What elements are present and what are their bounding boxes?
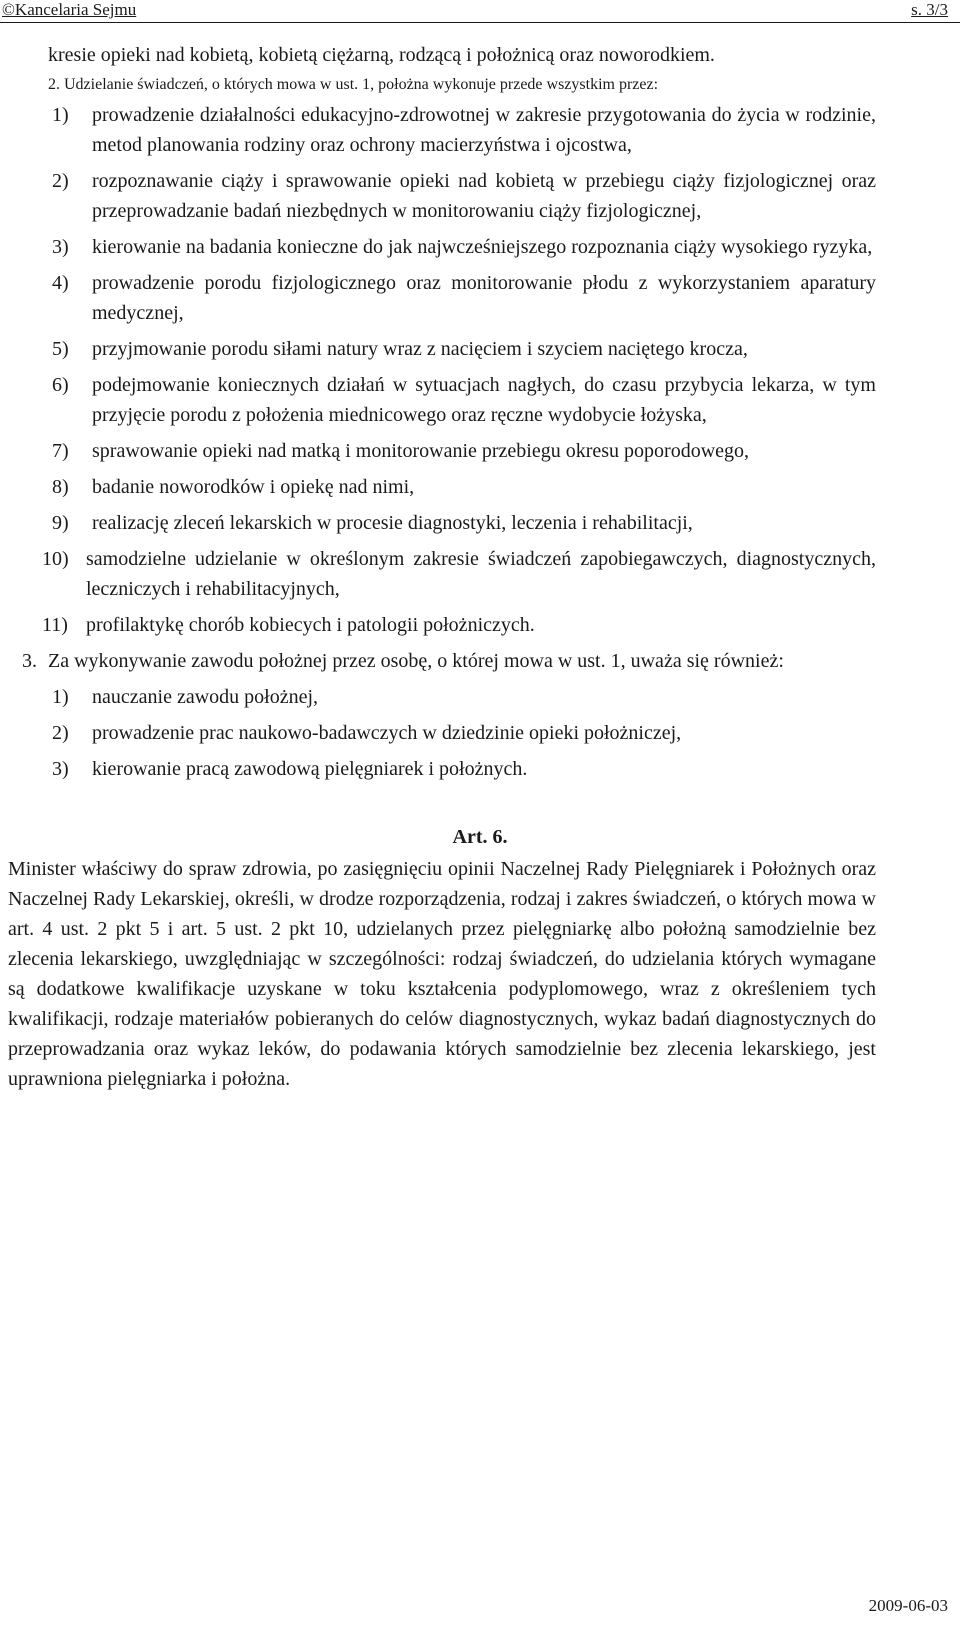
copyright-link[interactable]: ©Kancelaria Sejmu [2, 0, 137, 19]
list-item-number: 8) [52, 476, 69, 498]
list-item [42, 610, 876, 640]
page-number-link[interactable]: s. 3/3 [911, 0, 948, 19]
list-2 [0, 100, 960, 640]
list-item [52, 718, 876, 748]
list-item-text: sprawowanie opieki nad matką i monitorowanie przebiegu okresu poporodowego, [92, 440, 750, 462]
list-item [52, 370, 876, 430]
list-item [52, 754, 876, 784]
list-item [52, 436, 876, 466]
list-item-number: 3) [52, 236, 69, 258]
list-item-number: 4) [52, 272, 69, 294]
list-item-number: 10) [42, 548, 69, 570]
document-body [0, 40, 960, 1094]
list-item [52, 472, 876, 502]
paragraph-2: 2. Udzielanie świadczeń, o których mowa w ust. 1, położna wykonuje przede wszystkim przez: [48, 76, 659, 93]
list-item-number: 11) [42, 614, 68, 636]
article-title: Art. 6. [452, 826, 508, 848]
list-item-number: 2) [52, 722, 69, 744]
page-header [0, 0, 960, 23]
article-body: Minister właściwy do spraw zdrowia, po zasięgnięciu opinii Naczelnej Rady Pielęgniarek i Położnych oraz Naczelnej Rady Lekarskiej, określi, w drodze rozporządzenia, rodzaj i zakres świadczeń, o których mowa w art. 4 ust. 2 pkt 5 i art. 5 ust. 2 pkt 10, udzielanych przez pielęgniarkę albo położną samodzielnie bez zlecenia lekarskiego, uwzględniając w szczególności: rodzaj świadczeń, do udzielania których wymagane są dodatkowe kwalifikacje uzyskane w toku kształcenia podyplomowego, wraz z określeniem tych kwalifikacji, rodzaje materiałów pobieranych do celów diagnostycznych, wykaz badań diagnostycznych do przeprowadzania oraz wykaz leków, do podawania których samodzielnie bez zlecenia lekarskiego, jest uprawniona pielęgniarka i położna. [8, 858, 876, 1090]
list-item-text: nauczanie zawodu położnej, [92, 686, 319, 708]
footer-date: 2009-06-03 [868, 1596, 948, 1615]
list-item [52, 334, 876, 364]
list-item-text: badanie noworodków i opiekę nad nimi, [92, 476, 415, 498]
list-item-text: prowadzenie działalności edukacyjno-zdrowotnej w zakresie przygotowania do życia w rodzinie, metod planowania rodziny oraz ochrony macierzyństwa i ojcostwa, [92, 104, 876, 156]
list-item-text: prowadzenie prac naukowo-badawczych w dziedzinie opieki położniczej, [92, 722, 682, 744]
list-item-text: rozpoznawanie ciąży i sprawowanie opieki nad kobietą w przebiegu ciąży fizjologicznej oraz przeprowadzanie badań niezbędnych w monitorowaniu ciąży fizjologicznej, [92, 170, 876, 222]
paragraph-text: Za wykonywanie zawodu położnej przez osobę, o której mowa w ust. 1, uważa się również: [48, 650, 784, 672]
list-item-text: samodzielne udzielanie w określonym zakresie świadczeń zapobiegawczych, diagnostycznych, leczniczych i rehabilitacyjnych, [86, 548, 876, 600]
list-item-number: 1) [52, 104, 69, 126]
list-item-number: 6) [52, 374, 69, 396]
list-item-text: kierowanie pracą zawodową pielęgniarek i położnych. [92, 758, 528, 780]
list-item-text: profilaktykę chorób kobiecych i patologii położniczych. [86, 614, 535, 636]
list-item-text: przyjmowanie porodu siłami natury wraz z nacięciem i szyciem naciętego krocza, [92, 338, 748, 360]
paragraph-number: 3. [22, 650, 37, 672]
list-item-text: kierowanie na badania konieczne do jak najwcześniejszego rozpoznania ciąży wysokiego ryzyka, [92, 236, 873, 258]
list-item-number: 9) [52, 512, 69, 534]
list-item-text: prowadzenie porodu fizjologicznego oraz monitorowanie płodu z wykorzystaniem aparatury medycznej, [92, 272, 876, 324]
list-item-text: realizację zleceń lekarskich w procesie diagnostyki, leczenia i rehabilitacji, [92, 512, 693, 534]
list-item [52, 682, 876, 712]
list-item [52, 232, 876, 262]
list-3 [0, 682, 960, 784]
list-item [52, 508, 876, 538]
list-item-number: 3) [52, 758, 69, 780]
list-item [42, 544, 876, 604]
list-item-number: 2) [52, 170, 69, 192]
list-item-text: podejmowanie koniecznych działań w sytuacjach nagłych, do czasu przybycia lekarza, w tym przyjęcie porodu z położenia miednicowego oraz ręczne wydobycie łożyska, [92, 374, 876, 426]
paragraph-3 [22, 646, 876, 676]
intro-paragraph: kresie opieki nad kobietą, kobietą ciężarną, rodzącą i położnicą oraz noworodkiem. [48, 44, 715, 66]
list-item [52, 166, 876, 226]
list-item-number: 7) [52, 440, 69, 462]
list-item [52, 268, 876, 328]
list-item [52, 100, 876, 160]
list-item-number: 1) [52, 686, 69, 708]
list-item-number: 5) [52, 338, 69, 360]
